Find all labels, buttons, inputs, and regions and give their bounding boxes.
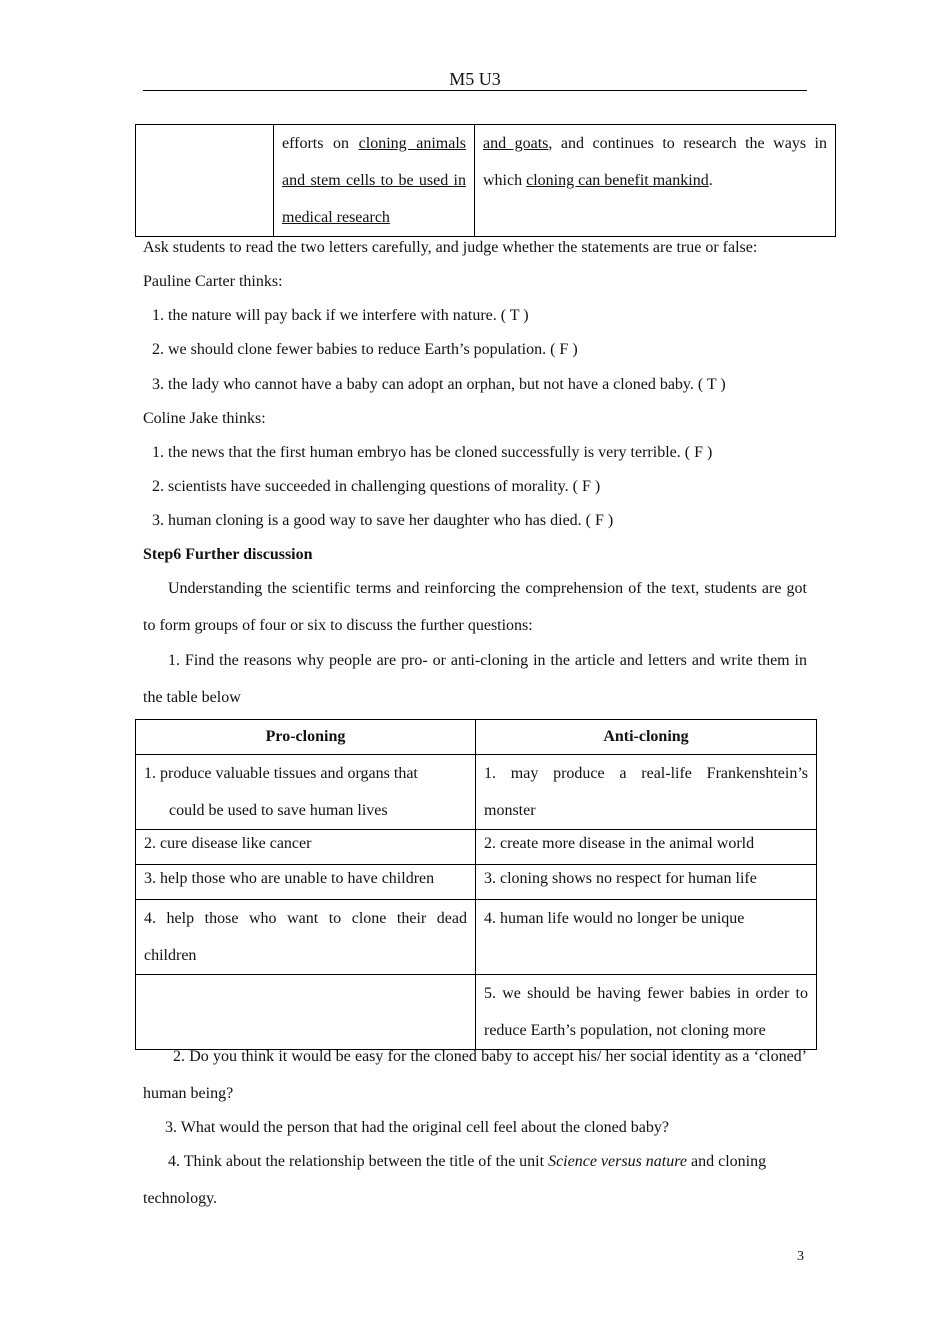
table-row [136,125,836,237]
pauline-heading: Pauline Carter thinks: [143,273,283,290]
table-cell [136,755,476,830]
underlined-text: cloning animals and stem cells to be used in medical research [282,135,467,226]
table-row [136,755,817,830]
cell-text: efforts on [282,135,359,152]
cell-text: . [708,172,713,189]
column-header-pro: Pro-cloning [136,720,476,755]
page-header-title: M5 U3 [449,69,501,89]
table-row [136,900,817,975]
table-cell: 4. help those who want to clone their dead children [136,900,476,975]
underlined-text: cloning can benefit mankind [526,172,709,189]
page-number: 3 [797,1249,804,1264]
q4-text: and cloning technology. [143,1153,767,1207]
column-header-anti: Anti-cloning [476,720,817,755]
cell-text: 1. produce valuable tissues and organs that [144,765,418,782]
coline-item-2: 2. scientists have succeeded in challenging questions of morality. ( F ) [152,478,601,495]
cell-text: , and continues to research the ways in which [483,135,828,189]
table-cell: 4. human life would no longer be unique [476,900,817,975]
table-cell: 3. cloning shows no respect for human life [476,865,817,900]
question-4 [143,1143,807,1217]
table-cell: 2. cure disease like cancer [136,830,476,865]
table-cell [274,125,475,237]
pro-anti-cloning-table [135,719,817,1050]
pauline-item-1: 1. the nature will pay back if we interfere with nature. ( T ) [152,307,529,324]
question-1: 1. Find the reasons why people are pro- or anti-cloning in the article and letters and write them in the table below [143,652,807,706]
cell-text: could be used to save human lives [169,802,388,819]
step6-intro: Understanding the scientific terms and reinforcing the comprehension of the text, students are got to form groups of four or six to discuss the further questions: [143,580,807,634]
table-header-row [136,720,817,755]
question-2: 2. Do you think it would be easy for the cloned baby to accept his/ her social identity as a ‘cloned’ human being? [143,1048,807,1102]
instructions-text: Ask students to read the two letters carefully, and judge whether the statements are true or false: [143,239,758,256]
table-cell: 1. may produce a real-life Frankenshtein’s monster [476,755,817,830]
unit-title-italic: Science versus nature [548,1153,687,1170]
table-cell: 5. we should be having fewer babies in order to reduce Earth’s population, not cloning more [476,975,817,1050]
question-3: 3. What would the person that had the original cell feel about the cloned baby? [165,1119,669,1136]
pauline-item-3: 3. the lady who cannot have a baby can adopt an orphan, but not have a cloned baby. ( T ) [152,376,726,393]
step6-heading: Step6 Further discussion [143,546,313,563]
table-row [136,830,817,865]
continued-table [135,124,836,237]
table-cell: 3. help those who are unable to have children [136,865,476,900]
header-rule [143,90,807,91]
q4-text: 4. Think about the relationship between the title of the unit [168,1153,549,1170]
table-row [136,865,817,900]
table-cell: 2. create more disease in the animal world [476,830,817,865]
table-cell [475,125,836,237]
table-cell-empty [136,125,274,237]
coline-heading: Coline Jake thinks: [143,410,266,427]
coline-item-1: 1. the news that the first human embryo has be cloned successfully is very terrible. ( F ) [152,444,713,461]
underlined-text: and goats [483,135,549,152]
pauline-item-2: 2. we should clone fewer babies to reduce Earth’s population. ( F ) [152,341,578,358]
coline-item-3: 3. human cloning is a good way to save her daughter who has died. ( F ) [152,512,614,529]
